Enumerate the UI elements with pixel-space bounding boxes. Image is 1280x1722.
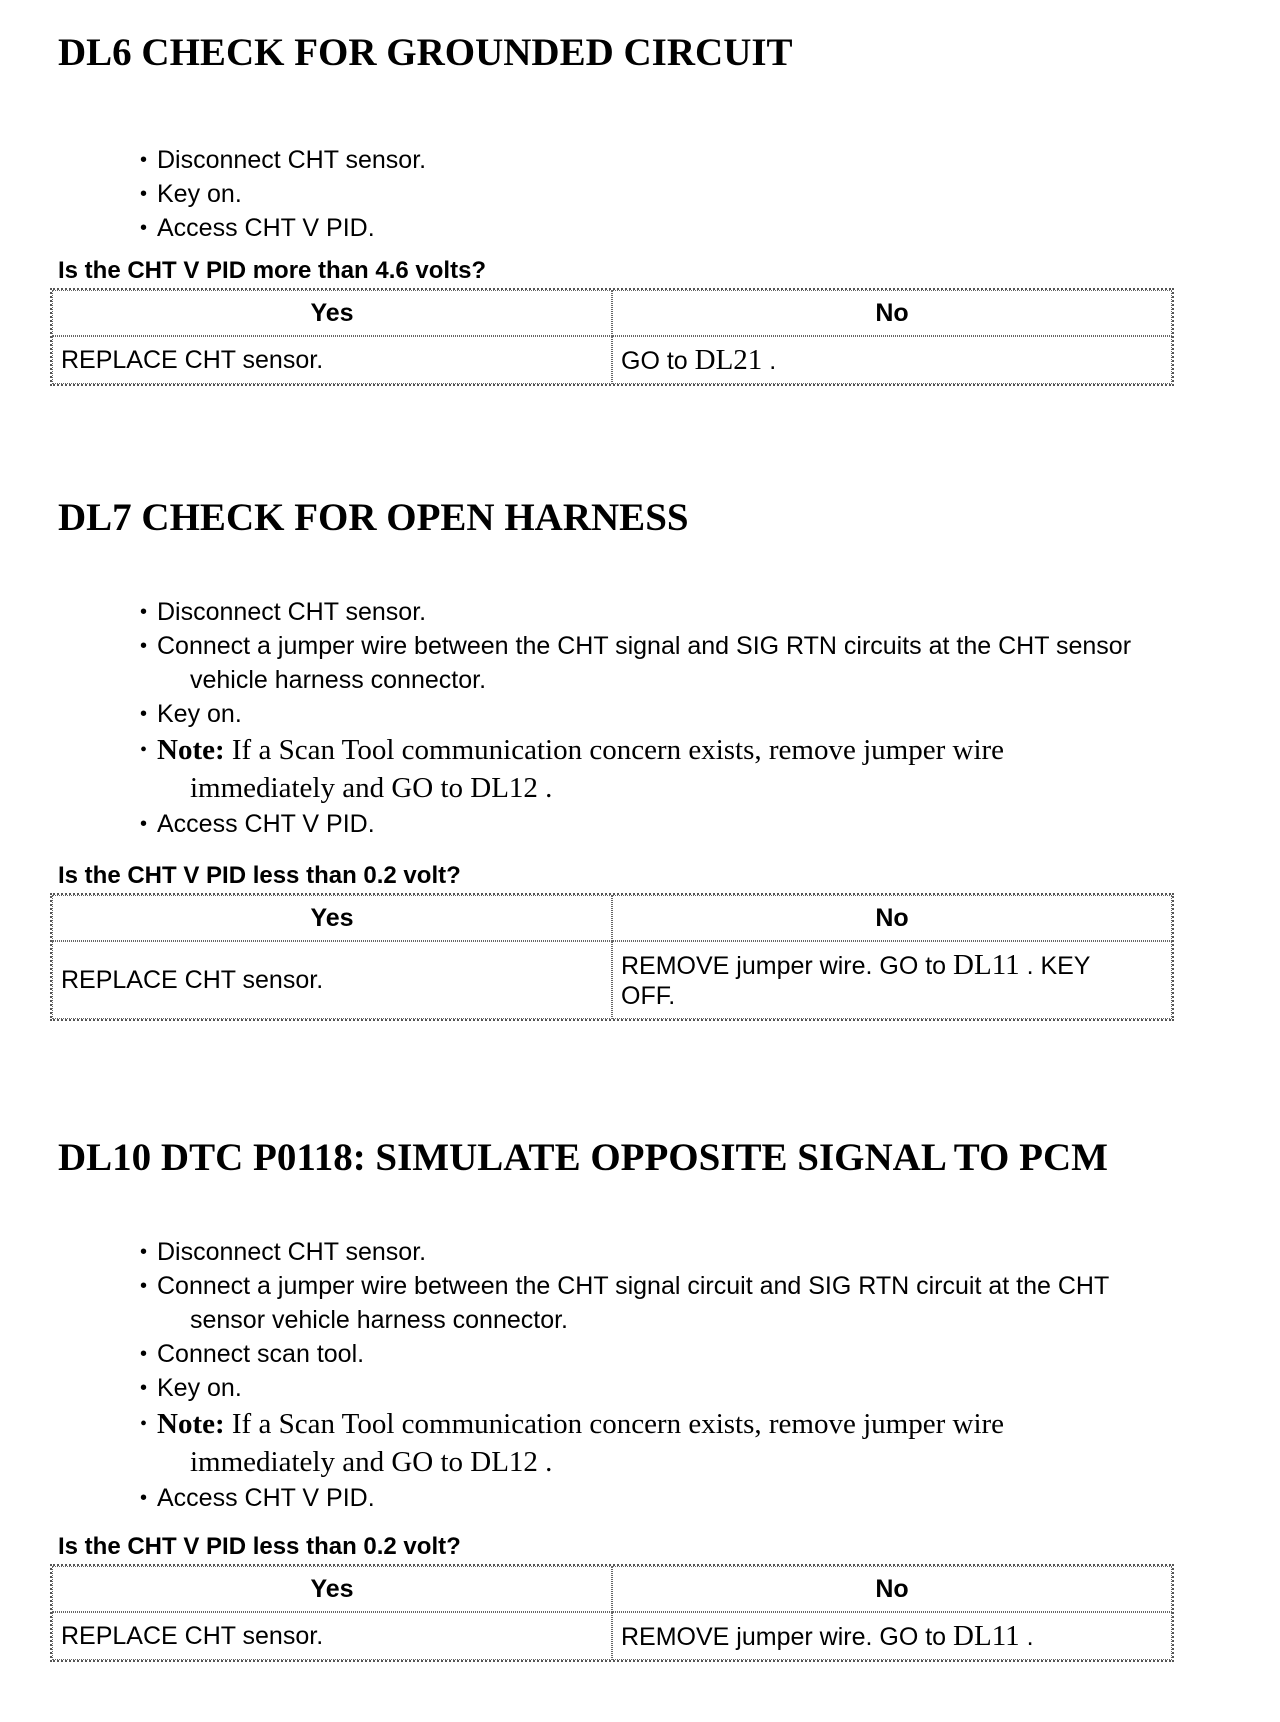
table-row [52,941,1172,1019]
section-title: DL10 DTC P0118: SIMULATE OPPOSITE SIGNAL TO PCM [58,1136,1108,1179]
step-item: • Connect a jumper wire between the CHT signal circuit and SIG RTN circuit at the CHT sensor vehicle harness connector. [140,1269,1258,1337]
bullet-icon: • [140,1487,148,1509]
step-list [58,595,1258,841]
table-header-row [52,1566,1172,1612]
bullet-icon: • [140,601,148,623]
step-item: • Disconnect CHT sensor. [140,595,1258,629]
question: Is the CHT V PID more than 4.6 volts? [58,257,487,284]
yes-cell: REPLACE CHT sensor. [52,1612,612,1660]
no-header: No [612,895,1172,941]
table-row [52,336,1172,384]
bullet-icon: • [140,1241,148,1263]
bullet-icon: • [140,217,148,239]
step-item: • Access CHT V PID. [140,211,1258,245]
answer-table [50,893,1174,1021]
bullet-icon: • [140,183,148,205]
step-item: • Access CHT V PID. [140,1481,1258,1515]
no-header: No [612,290,1172,336]
step-item: • Key on. [140,697,1258,731]
note-label: Note: [157,734,225,766]
bullet-icon: • [140,739,148,761]
dl11-link[interactable]: DL11 [953,949,1020,981]
step-item: • Connect scan tool. [140,1337,1258,1371]
yes-cell: REPLACE CHT sensor. [52,336,612,384]
dl11-link[interactable]: DL11 [953,1619,1020,1652]
step-list [58,143,1258,245]
bullet-icon: • [140,1413,148,1435]
table-header-row [52,290,1172,336]
section-dl7 [58,495,1258,1010]
no-cell: GO to DL21 . [612,336,1172,384]
bullet-icon: • [140,703,148,725]
yes-header: Yes [52,895,612,941]
question: Is the CHT V PID less than 0.2 volt? [58,862,461,889]
note-label: Note: [157,1408,225,1440]
no-cell: REMOVE jumper wire. GO to DL11 . [612,1612,1172,1660]
question: Is the CHT V PID less than 0.2 volt? [58,1533,461,1560]
section-dl10 [58,1135,1258,1652]
yes-header: Yes [52,290,612,336]
bullet-icon: • [140,1275,148,1297]
bullet-icon: • [140,813,148,835]
note-item: • Note: If a Scan Tool communication concern exists, remove jumper wire immediately and GO to DL12 . [140,731,1258,807]
step-item: • Disconnect CHT sensor. [140,143,1258,177]
yes-cell: REPLACE CHT sensor. [52,941,612,1019]
step-list [58,1235,1258,1515]
no-header: No [612,1566,1172,1612]
section-title: DL7 CHECK FOR OPEN HARNESS [58,496,689,539]
answer-table [50,1564,1174,1662]
answer-table [50,288,1174,386]
section-title: DL6 CHECK FOR GROUNDED CIRCUIT [58,31,793,74]
step-item: • Disconnect CHT sensor. [140,1235,1258,1269]
step-item: • Key on. [140,177,1258,211]
bullet-icon: • [140,1377,148,1399]
note-item: • Note: If a Scan Tool communication concern exists, remove jumper wire immediately and GO to DL12 . [140,1405,1258,1481]
section-dl6 [58,30,1258,376]
bullet-icon: • [140,1343,148,1365]
step-item: • Connect a jumper wire between the CHT signal and SIG RTN circuits at the CHT sensor vehicle harness connector. [140,629,1258,697]
step-item: • Access CHT V PID. [140,807,1258,841]
step-item: • Key on. [140,1371,1258,1405]
table-header-row [52,895,1172,941]
bullet-icon: • [140,635,148,657]
table-row [52,1612,1172,1660]
yes-header: Yes [52,1566,612,1612]
dl21-link[interactable]: DL21 [694,343,763,376]
bullet-icon: • [140,149,148,171]
no-cell: REMOVE jumper wire. GO to DL11 . KEY OFF. [612,941,1172,1019]
